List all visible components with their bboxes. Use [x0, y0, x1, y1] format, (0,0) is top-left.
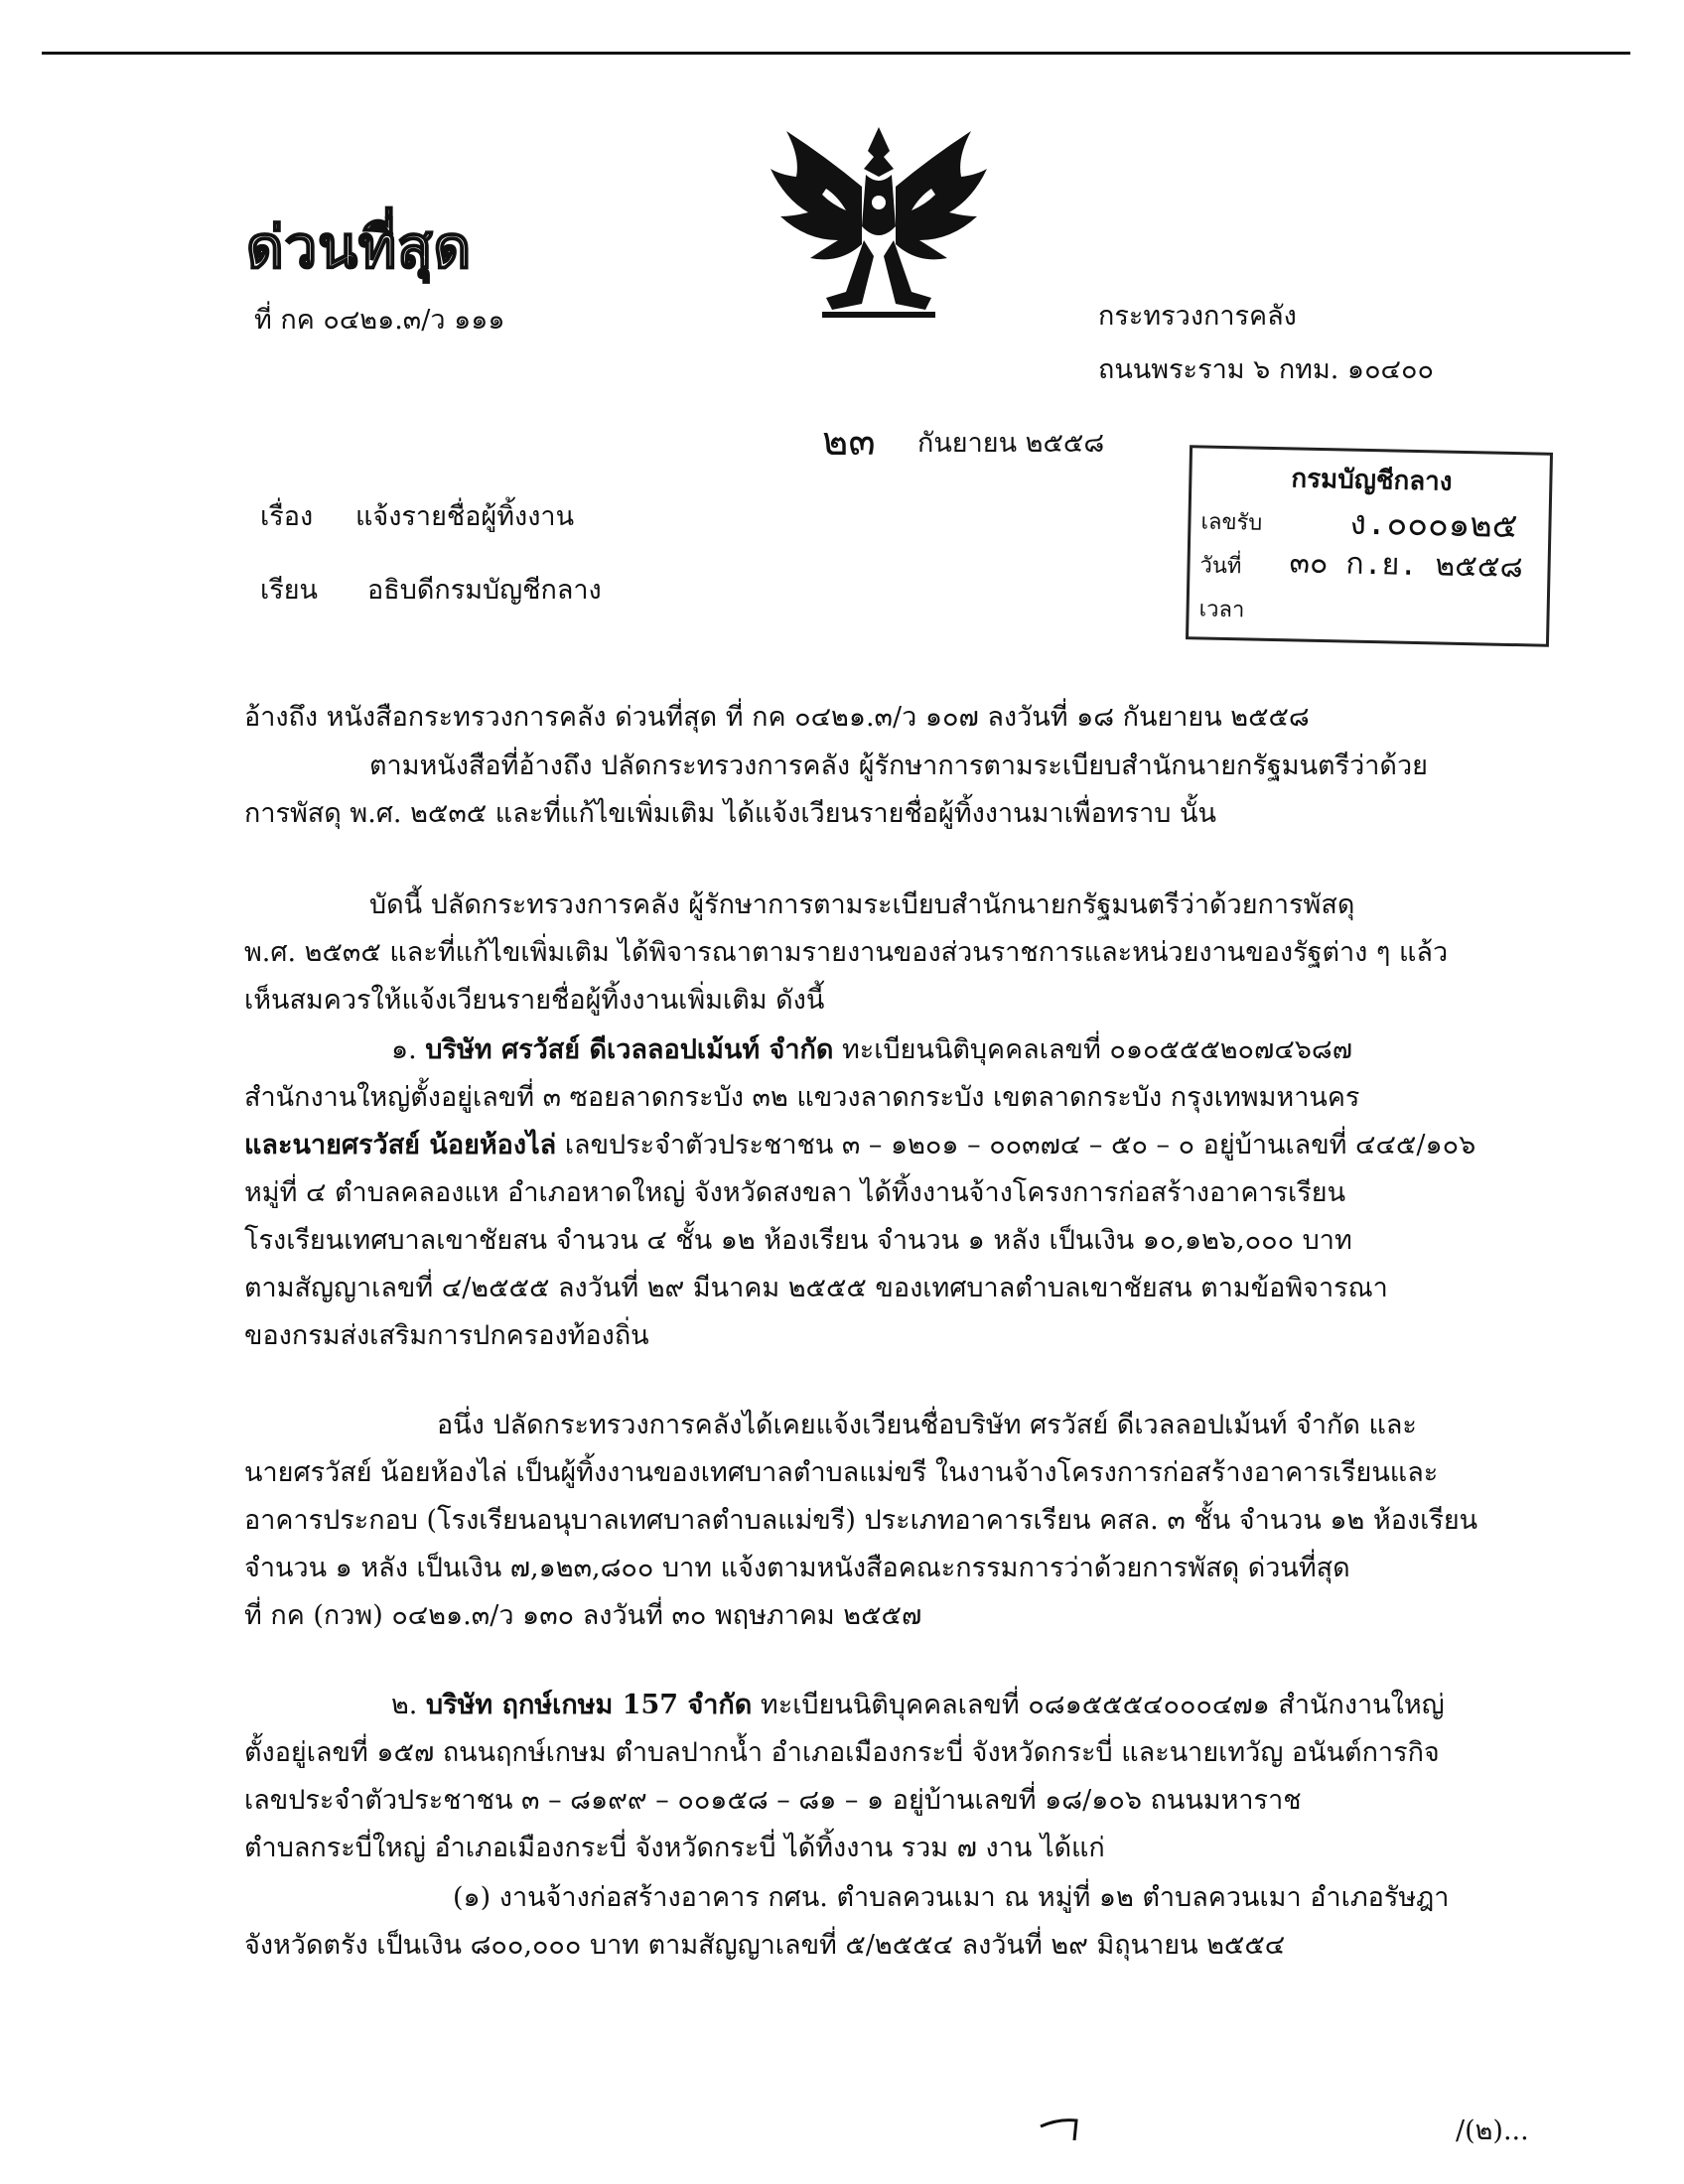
para1-line2: การพัสดุ พ.ศ. ๒๕๓๕ และที่แก้ไขเพิ่มเติม ได้แจ้งเวียนรายชื่อผู้ทิ้งงานมาเพื่อทราบ นั้น [244, 798, 1216, 829]
stamp-number-value: ง.๐๐๐๑๒๕ [1349, 502, 1518, 547]
para2-line3: เห็นสมควรให้แจ้งเวียนรายชื่อผู้ทิ้งงานเพิ่มเติม ดังนี้ [244, 985, 825, 1016]
receipt-stamp [1186, 445, 1553, 647]
sub1-line1: (๑) งานจ้างก่อสร้างอาคาร กศน. ตำบลควนเมา ณ หมู่ที่ ๑๒ ตำบลควนเมา อำเภอรัษฎา [453, 1882, 1450, 1913]
item2-company: บริษัท ฤกษ์เกษม 157 จำกัด [425, 1690, 753, 1720]
note-line1: อนึ่ง ปลัดกระทรวงการคลังได้เคยแจ้งเวียนชื่อบริษัท ศรวัสย์ ดีเวลลอปเม้นท์ จำกัด และ [437, 1410, 1417, 1440]
item1-first-line [391, 1026, 1352, 1074]
to-label: เรียน [260, 575, 319, 606]
next-page-indicator: /(๒)... [1456, 2116, 1529, 2146]
para2-line1: บัดนี้ ปลัดกระทรวงการคลัง ผู้รักษาการตามระเบียบสำนักนายกรัฐมนตรีว่าด้วยการพัสดุ [369, 889, 1355, 920]
reference-line: อ้างถึง หนังสือกระทรวงการคลัง ด่วนที่สุด ที่ กค ๐๔๒๑.๓/ว ๑๐๗ ลงวันที่ ๑๘ กันยายน ๒๕๕๘ [244, 702, 1310, 733]
item1-line3 [244, 1122, 1475, 1169]
note-line2: นายศรวัสย์ น้อยห้องไล่ เป็นผู้ทิ้งงานของเทศบาลตำบลแม่ขรี ในงานจ้างโครงการก่อสร้างอาคารเรียนและ [244, 1457, 1439, 1488]
para1-line1: ตามหนังสือที่อ้างถึง ปลัดกระทรวงการคลัง ผู้รักษาการตามระเบียบสำนักนายกรัฐมนตรีว่าด้วย [369, 751, 1428, 781]
item2-reg-number: ๐๘๑๕๕๕๔๐๐๐๔๗๑ [1028, 1690, 1270, 1720]
top-rule [42, 52, 1630, 55]
date-day-handwritten: ๒๓ [822, 419, 876, 465]
stamp-time-label: เวลา [1198, 597, 1245, 623]
item1-reg-number: ๐๑๐๕๕๕๒๐๗๔๖๘๗ [1109, 1034, 1353, 1065]
ministry-address: ถนนพระราม ๖ กทม. ๑๐๔๐๐ [1098, 354, 1434, 385]
item1-line7: ของกรมส่งเสริมการปกครองท้องถิ่น [244, 1320, 649, 1351]
date-month-year: กันยายน ๒๕๕๘ [917, 428, 1105, 459]
stamp-date-label: วันที่ [1199, 553, 1242, 580]
item2-reg-label: ทะเบียนนิติบุคคลเลขที่ [760, 1690, 1020, 1720]
note-line3: อาคารประกอบ (โรงเรียนอนุบาลเทศบาลตำบลแม่ขรี) ประเภทอาคารเรียน คสล. ๓ ชั้น จำนวน ๑๒ ห้องเรียน [244, 1505, 1478, 1536]
subject-label: เรื่อง [260, 501, 314, 532]
item1-line5: โรงเรียนเทศบาลเขาชัยสน จำนวน ๔ ชั้น ๑๒ ห้องเรียน จำนวน ๑ หลัง เป็นเงิน ๑๐,๑๒๖,๐๐๐ บาท [244, 1225, 1352, 1256]
note-line5: ที่ กค (กวพ) ๐๔๒๑.๓/ว ๑๓๐ ลงวันที่ ๓๐ พฤษภาคม ๒๕๕๗ [244, 1600, 922, 1631]
item1-number: ๑. [391, 1034, 417, 1065]
reference-number: ที่ กค ๐๔๒๑.๓/ว ๑๑๑ [254, 305, 505, 336]
ministry-name: กระทรวงการคลัง [1098, 301, 1297, 332]
item2-number: ๒. [391, 1690, 418, 1720]
garuda-emblem-icon [767, 117, 991, 322]
item1-line4: หมู่ที่ ๔ ตำบลคลองแห อำเภอหาดใหญ่ จังหวัดสงขลา ได้ทิ้งงานจ้างโครงการก่อสร้างอาคารเรียน [244, 1177, 1346, 1208]
item2-reg-tail: สำนักงานใหญ่ [1278, 1690, 1445, 1720]
stamp-number-label: เลขรับ [1200, 509, 1263, 536]
urgency-label: ด่วนที่สุด [246, 213, 473, 281]
sub1-line2: จังหวัดตรัง เป็นเงิน ๘๐๐,๐๐๐ บาท ตามสัญญาเลขที่ ๕/๒๕๕๔ ลงวันที่ ๒๙ มิถุนายน ๒๕๕๔ [244, 1930, 1286, 1961]
para2-line2: พ.ศ. ๒๕๓๕ และที่แก้ไขเพิ่มเติม ได้พิจารณาตามรายงานของส่วนราชการและหน่วยงานของรัฐต่าง ๆ แล้ว [244, 937, 1449, 968]
item2-first-line [391, 1682, 1445, 1729]
note-line4: จำนวน ๑ หลัง เป็นเงิน ๗,๑๒๓,๘๐๐ บาท แจ้งตามหนังสือคณะกรรมการว่าด้วยการพัสดุ ด่วนที่สุด [244, 1553, 1350, 1583]
to-text: อธิบดีกรมบัญชีกลาง [367, 575, 602, 606]
item1-company: บริษัท ศรวัสย์ ดีเวลลอปเม้นท์ จำกัด [425, 1034, 834, 1065]
handwritten-mark-icon [1039, 2113, 1082, 2142]
item2-line4: ตำบลกระบี่ใหญ่ อำเภอเมืองกระบี่ จังหวัดกระบี่ ได้ทิ้งงาน รวม ๗ งาน ได้แก่ [244, 1833, 1105, 1863]
item1-person-details: เลขประจำตัวประชาชน ๓ – ๑๒๐๑ – ๐๐๓๗๔ – ๕๐ – ๐ อยู่บ้านเลขที่ ๔๔๕/๑๐๖ [564, 1130, 1476, 1160]
item2-line3: เลขประจำตัวประชาชน ๓ – ๘๑๙๙ – ๐๐๑๕๘ – ๘๑ – ๑ อยู่บ้านเลขที่ ๑๘/๑๐๖ ถนนมหาราช [244, 1785, 1302, 1816]
subject-text: แจ้งรายชื่อผู้ทิ้งงาน [355, 501, 575, 532]
item1-line2: สำนักงานใหญ่ตั้งอยู่เลขที่ ๓ ซอยลาดกระบัง ๓๒ แขวงลาดกระบัง เขตลาดกระบัง กรุงเทพมหานคร [244, 1082, 1360, 1113]
stamp-title: กรมบัญชีกลาง [1291, 464, 1453, 497]
item2-line2: ตั้งอยู่เลขที่ ๑๕๗ ถนนฤกษ์เกษม ตำบลปากน้ำ อำเภอเมืองกระบี่ จังหวัดกระบี่ และนายเทวัญ อนันต์การกิจ [244, 1737, 1440, 1768]
item1-line6: ตามสัญญาเลขที่ ๔/๒๕๕๕ ลงวันที่ ๒๙ มีนาคม ๒๕๕๕ ของเทศบาลตำบลเขาชัยสน ตามข้อพิจารณา [244, 1273, 1388, 1303]
item1-person: และนายศรวัสย์ น้อยห้องไล่ [244, 1130, 557, 1160]
item1-reg-label: ทะเบียนนิติบุคคลเลขที่ [841, 1034, 1101, 1065]
stamp-date-value: ๓๐ ก.ย. ๒๕๕๘ [1289, 545, 1524, 586]
